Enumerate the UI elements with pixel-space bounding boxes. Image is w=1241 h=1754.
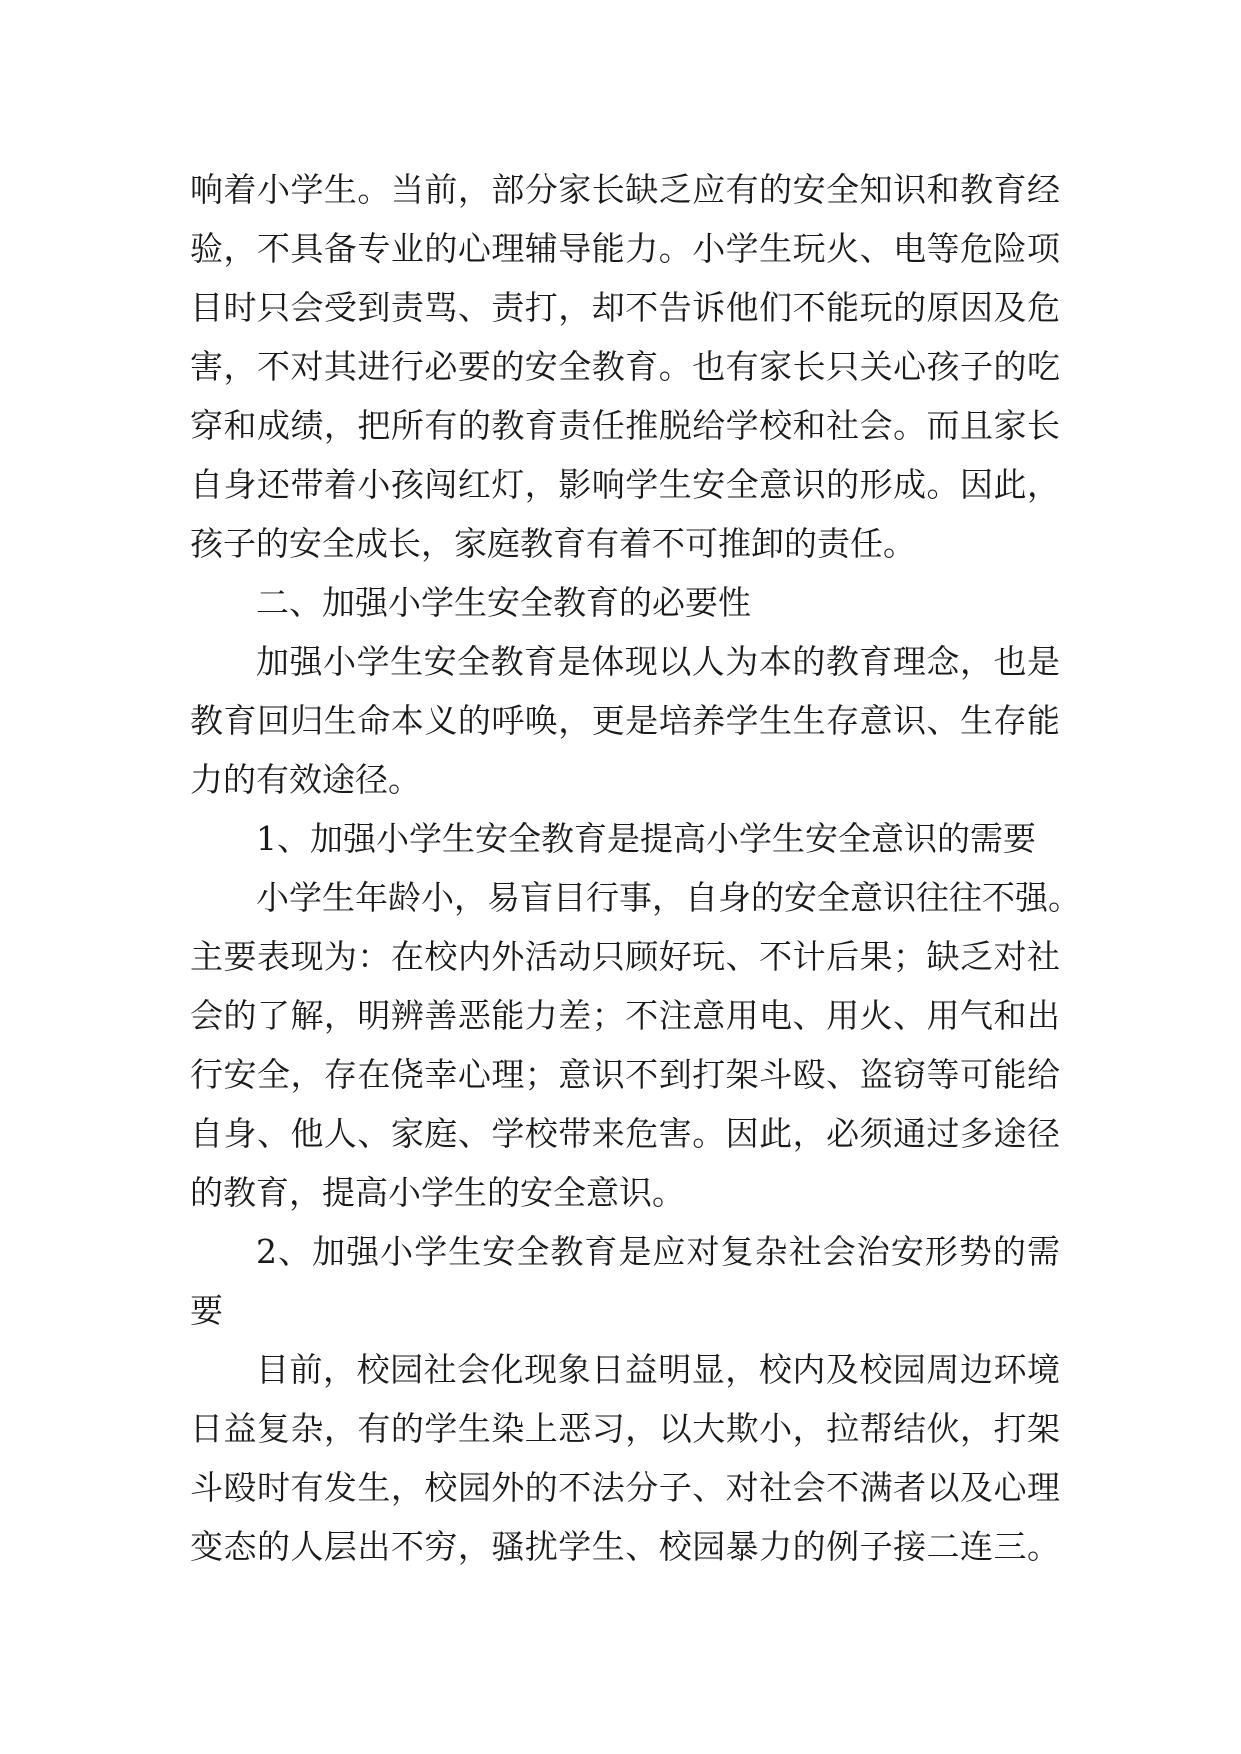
text-line: 主要表现为：在校内外活动只顾好玩、不计后果；缺乏对社 (190, 937, 1060, 976)
text-line: 目时只会受到责骂、责打，却不告诉他们不能玩的原因及危 (190, 288, 1060, 327)
text-line: 小学生年龄小，易盲目行事，自身的安全意识往往不强。 (256, 878, 1081, 917)
text-line: 加强小学生安全教育是体现以人为本的教育理念，也是 (256, 642, 1060, 681)
text-line: 自身、他人、家庭、学校带来危害。因此，必须通过多途径 (190, 1114, 1060, 1153)
text-line: 行安全，存在侥幸心理；意识不到打架斗殴、盗窃等可能给 (190, 1055, 1060, 1094)
subsection-heading-continued: 要 (190, 1291, 223, 1330)
text-line: 目前，校园社会化现象日益明显，校内及校园周边环境 (256, 1350, 1060, 1389)
text-line: 力的有效途径。 (190, 760, 421, 799)
text-line: 自身还带着小孩闯红灯，影响学生安全意识的形成。因此， (190, 465, 1060, 504)
text-line: 穿和成绩，把所有的教育责任推脱给学校和社会。而且家长 (190, 406, 1060, 445)
text-line: 变态的人层出不穷，骚扰学生、校园暴力的例子接二连三。 (190, 1527, 1060, 1566)
text-line: 日益复杂，有的学生染上恶习，以大欺小，拉帮结伙，打架 (190, 1409, 1060, 1448)
text-line: 教育回归生命本义的呼唤，更是培养学生生存意识、生存能 (190, 701, 1060, 740)
text-line: 会的了解，明辨善恶能力差；不注意用电、用火、用气和出 (190, 996, 1060, 1035)
subsection-heading: 2、加强小学生安全教育是应对复杂社会治安形势的需 (256, 1232, 1060, 1271)
text-line: 害，不对其进行必要的安全教育。也有家长只关心孩子的吃 (190, 347, 1060, 386)
subsection-heading: 1、加强小学生安全教育是提高小学生安全意识的需要 (256, 819, 1036, 858)
text-line: 孩子的安全成长，家庭教育有着不可推卸的责任。 (190, 524, 916, 563)
text-line: 验，不具备专业的心理辅导能力。小学生玩火、电等危险项 (190, 229, 1060, 268)
text-line: 斗殴时有发生，校园外的不法分子、对社会不满者以及心理 (190, 1468, 1060, 1507)
text-line: 的教育，提高小学生的安全意识。 (190, 1173, 685, 1212)
text-line: 响着小学生。当前，部分家长缺乏应有的安全知识和教育经 (190, 170, 1060, 209)
section-heading: 二、加强小学生安全教育的必要性 (256, 583, 751, 622)
body-text (190, 160, 1081, 1576)
